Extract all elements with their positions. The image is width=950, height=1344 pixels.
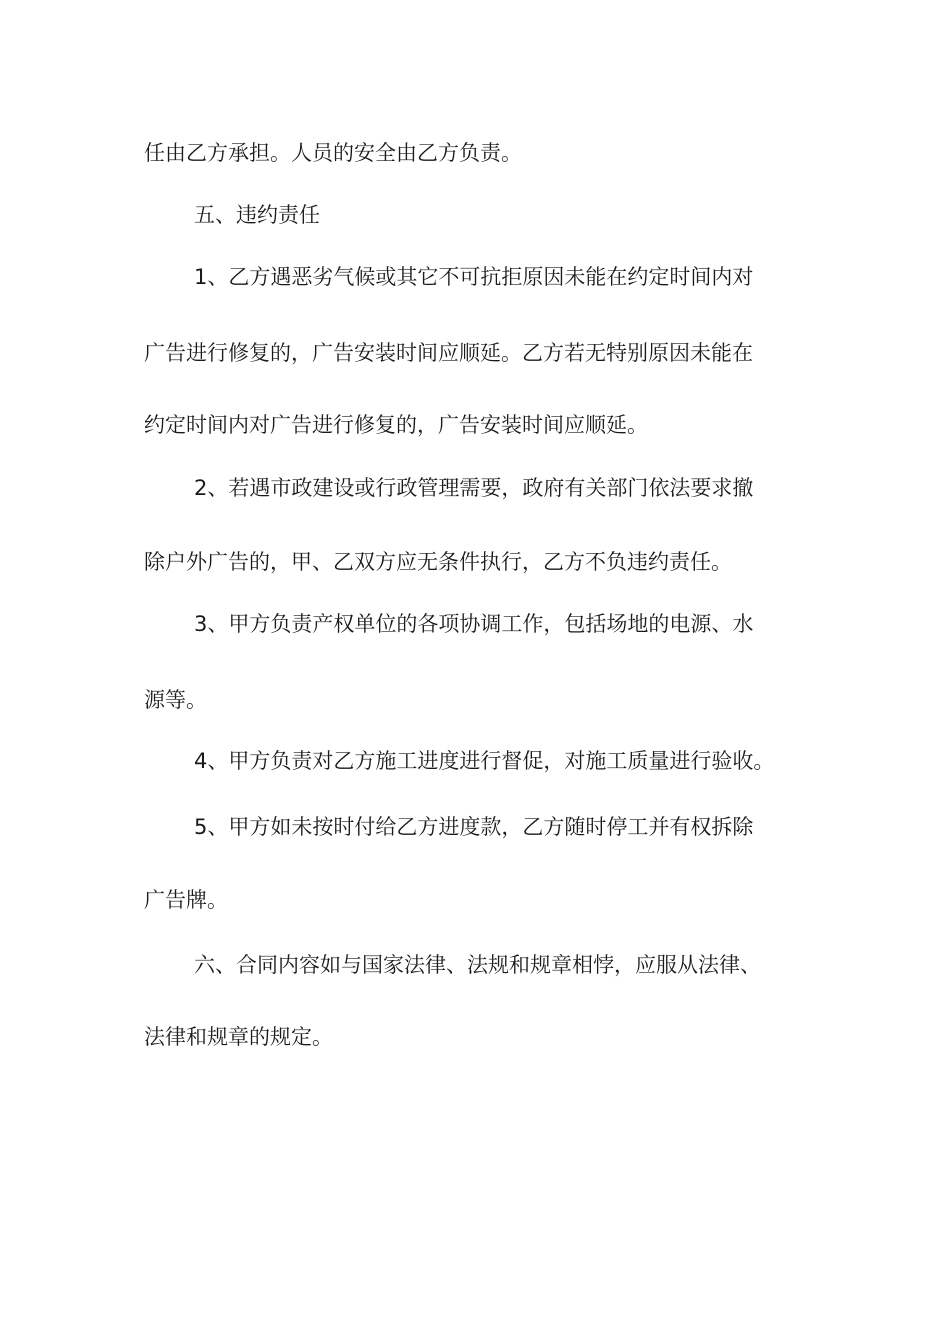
clause-5-line-2: 广告牌。 [144, 888, 228, 912]
clause-5-line-1: 5、甲方如未按时付给乙方进度款，乙方随时停工并有权拆除 [194, 815, 754, 839]
section-six-line-2: 法律和规章的规定。 [144, 1025, 333, 1049]
clause-3-line-2: 源等。 [144, 688, 207, 712]
text-line-continuation: 任由乙方承担。人员的安全由乙方负责。 [144, 141, 522, 165]
clause-4-line-1: 4、甲方负责对乙方施工进度进行督促，对施工质量进行验收。 [194, 749, 775, 773]
clause-3-line-1: 3、甲方负责产权单位的各项协调工作，包括场地的电源、水 [194, 612, 754, 636]
clause-1-line-1: 1、乙方遇恶劣气候或其它不可抗拒原因未能在约定时间内对 [194, 265, 754, 289]
section-heading-breach: 五、违约责任 [194, 203, 320, 227]
clause-1-line-2: 广告进行修复的，广告安装时间应顺延。乙方若无特别原因未能在 [144, 341, 753, 365]
clause-2-line-2: 除户外广告的，甲、乙双方应无条件执行，乙方不负违约责任。 [144, 550, 732, 574]
clause-2-line-1: 2、若遇市政建设或行政管理需要，政府有关部门依法要求撤 [194, 476, 754, 500]
section-six-line-1: 六、合同内容如与国家法律、法规和规章相悖，应服从法律、 [194, 953, 761, 977]
clause-1-line-3: 约定时间内对广告进行修复的，广告安装时间应顺延。 [144, 413, 648, 437]
